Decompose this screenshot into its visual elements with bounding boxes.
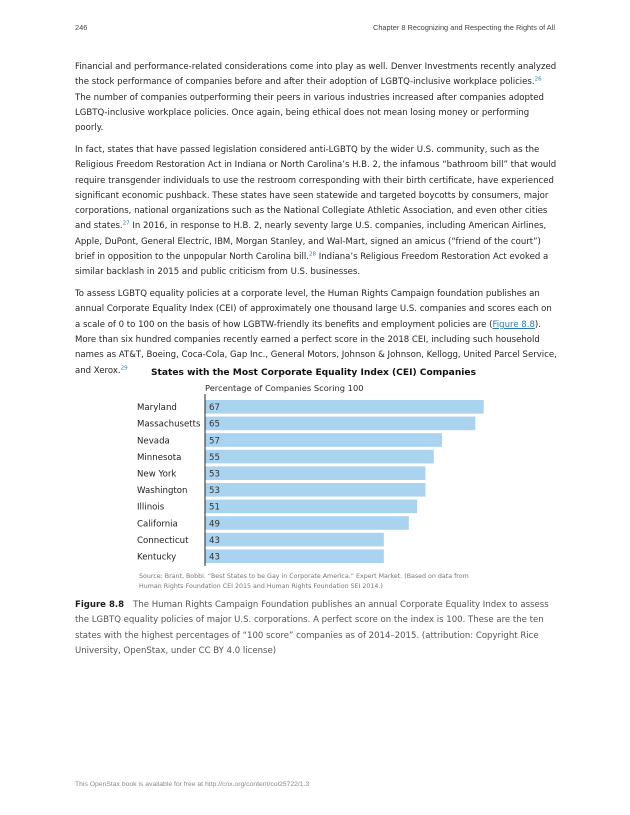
chart-source-line-1: Source: Brant, Bobbi. “Best States to be Gay in Corporate America.” Expert Market. (Based on data from [139,573,469,580]
bar-massachusetts [205,417,475,431]
chart-subtitle: Percentage of Companies Scoring 100 [205,383,364,393]
data-label: 55 [209,452,220,463]
chart-title: States with the Most Corporate Equality Index (CEI) Companies [150,368,476,378]
figure-label: Figure 8.8 [75,600,125,610]
body-text [75,60,558,385]
category-label: Minnesota [137,452,182,463]
bar-nevada [205,433,442,447]
category-label: Nevada [137,436,170,447]
paragraph-3-text-b: ). More than six hundred companies recently earned a perfect score in the 2018 CEI, including such household names as AT&T, Boeing, Coca-Cola, Gap Inc., General Motors, Johnson & Johnson, Kellogg, United Parcel Service, and Xerox. [75,319,557,376]
footnote-ref-27[interactable]: 27 [122,220,130,227]
paragraph-2-text-a: In fact, states that have passed legislation considered anti-LGBTQ by the wider U.S. community, such as the Religious Freedom Restoration Act in Indiana or North Carolina’s H.B. 2, the infamous “bathroom bill” that would require transgender individuals to use the restroom corresponding with their birth certificate, have experienced significant economic pushback. These states have seen statewide and targeted boycotts by consumers, major corporations, national organizations such as the National Collegiate Athletic Association, and even other cities and states. [75,144,557,232]
bar-washington [205,483,425,497]
category-label: Kentucky [137,552,177,563]
bar-connecticut [205,533,384,547]
bar-minnesota [205,450,434,464]
chapter-title: Chapter 8 Recognizing and Respecting the Rights of All [372,23,555,32]
data-label: 57 [209,436,220,447]
footnote-ref-28[interactable]: 28 [309,251,317,258]
bar-illinois [205,500,417,514]
data-label: 67 [209,403,220,414]
figure-caption [75,598,558,659]
bar-new-york [205,466,425,480]
data-label: 65 [209,419,220,430]
category-label: Illinois [137,502,165,513]
bar-kentucky [205,549,384,563]
figure-8-8-link[interactable]: Figure 8.8 [492,319,535,330]
bar-chart [75,394,558,569]
page-number: 246 [75,23,88,32]
category-label: Massachusetts [137,419,201,430]
bar-california [205,516,409,530]
running-header [75,23,555,32]
paragraph-3 [75,287,558,379]
paragraph-1-text-b: The number of companies outperforming their peers in various industries increased after companies adopted LGBTQ-inclusive workplace policies. Once again, being ethical does not mean losing money or performing poorly. [75,92,544,134]
figure-caption-text: The Human Rights Campaign Foundation publishes an annual Corporate Equality Index to assess the LGBTQ equality policies of major U.S. corporations. A perfect score on the index is 100. These are the ten states with the highest percentages of “100 score” companies as of 2014–2015. (attribution: Copyright Rice University, OpenStax, under CC BY 4.0 license) [75,600,549,656]
paragraph-1 [75,60,558,136]
paragraph-3-text-a: To assess LGBTQ equality policies at a corporate level, the Human Rights Campaign foundation publishes an annual Corporate Equality Index (CEI) of approximately one thousand large U.S. companies and scores each on a scale of 0 to 100 on the basis of how LGBTW-friendly its benefits and employment policies are ( [75,289,552,330]
paragraph-2 [75,143,558,281]
data-label: 43 [209,552,220,563]
paragraph-1-text-a: Financial and performance-related considerations come into play as well. Denver Investments recently analyzed the stock performance of companies before and after their adoption of LGBTQ-inclusive workplace policies. [75,62,557,88]
bar-maryland [205,400,484,414]
data-label: 43 [209,535,220,546]
paragraph-2-text-b: In 2016, in response to H.B. 2, nearly seventy large U.S. companies, including American Airlines, Apple, DuPont, General Electric, IBM, Morgan Stanley, and Wal-Mart, signed an amicus (“friend of the court”) brief in opposition to the unpopular North Carolina bill. [75,221,547,263]
category-label: New York [137,469,177,480]
footnote-ref-26[interactable]: 26 [534,76,542,83]
data-label: 53 [209,469,220,480]
category-label: California [137,519,178,530]
data-label: 51 [209,502,220,513]
data-label: 53 [209,486,220,497]
figure-8-8 [75,368,558,659]
category-label: Maryland [137,403,177,414]
chart-source [139,572,558,592]
paragraph-2-text-c: Indiana’s Religious Freedom Restoration Act evoked a similar backlash in 2015 and public criticism from U.S. businesses. [75,252,549,278]
data-label: 49 [209,519,220,530]
chart-source-line-2: Human Rights Foundation CEI 2015 and Human Rights Foundation SEI 2014.) [139,583,383,590]
category-label: Connecticut [137,535,189,546]
page-footer: This OpenStax book is available for free at http://cnx.org/content/col25722/1.3 [75,781,310,788]
category-label: Washington [137,486,188,497]
footnote-ref-29[interactable]: 29 [120,365,128,372]
